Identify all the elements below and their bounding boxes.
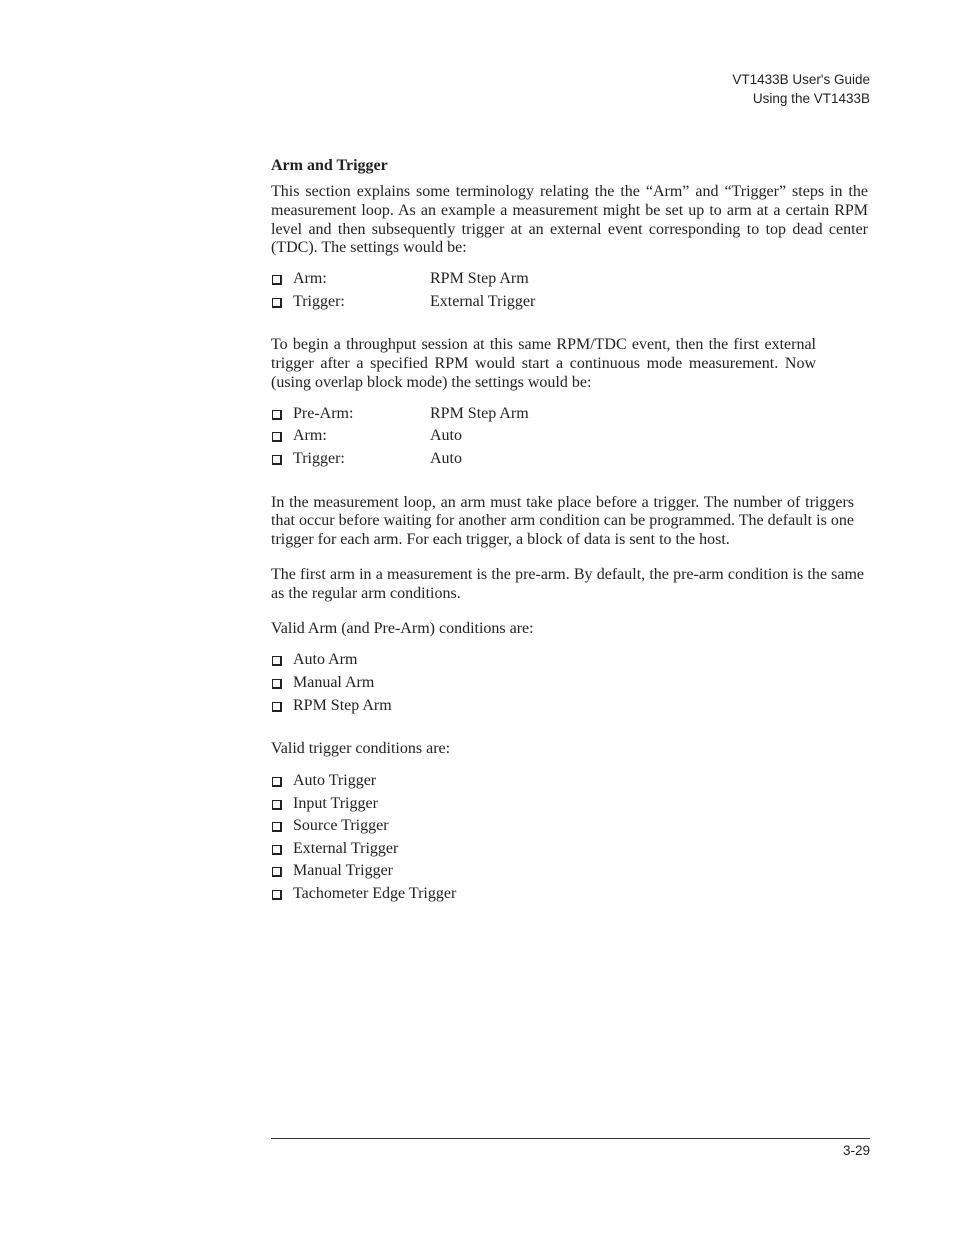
checkbox-bullet-icon xyxy=(272,845,282,855)
trigger-condition: Auto Trigger xyxy=(293,771,377,789)
list-item xyxy=(271,649,868,672)
footer-divider xyxy=(271,1138,870,1139)
setting-value: External Trigger xyxy=(430,292,536,310)
checkbox-bullet-icon xyxy=(272,679,282,689)
section-heading: Arm and Trigger xyxy=(271,157,388,174)
list-item xyxy=(271,770,868,793)
trigger-conditions-list xyxy=(271,770,868,906)
list-item xyxy=(271,793,868,816)
settings-list-1 xyxy=(271,268,868,313)
arm-condition: Manual Arm xyxy=(293,673,375,691)
pre-arm-paragraph: The first arm in a measurement is the pre-arm. By default, the pre-arm condition is the same as the regular arm conditions. xyxy=(271,565,864,602)
list-item xyxy=(271,425,868,448)
trigger-conditions-intro: Valid trigger conditions are: xyxy=(271,740,451,758)
checkbox-bullet-icon xyxy=(272,455,282,465)
checkbox-bullet-icon xyxy=(272,275,282,285)
checkbox-bullet-icon xyxy=(272,867,282,877)
checkbox-bullet-icon xyxy=(272,298,282,308)
setting-value: RPM Step Arm xyxy=(430,270,529,288)
checkbox-bullet-icon xyxy=(272,432,282,442)
intro-paragraph: This section explains some terminology relating the the “Arm” and “Trigger” steps in the measurement loop. As an example a measurement might be set up to arm at a certain RPM level and then subsequently trigger at an external event corresponding to top dead center (TDC). The settings would be: xyxy=(271,183,868,257)
trigger-condition: Tachometer Edge Trigger xyxy=(293,884,457,902)
setting-label: Trigger: xyxy=(293,292,345,310)
running-header xyxy=(732,70,870,108)
list-item xyxy=(271,815,868,838)
arm-conditions-list xyxy=(271,649,868,717)
list-item xyxy=(271,838,868,861)
checkbox-bullet-icon xyxy=(272,800,282,810)
list-item xyxy=(271,403,868,426)
checkbox-bullet-icon xyxy=(272,656,282,666)
trigger-condition: External Trigger xyxy=(293,839,399,857)
list-item xyxy=(271,883,868,906)
main-content xyxy=(271,156,868,905)
checkbox-bullet-icon xyxy=(272,702,282,712)
list-item xyxy=(271,448,868,471)
settings-list-2 xyxy=(271,403,868,471)
list-item xyxy=(271,860,868,883)
trigger-condition: Manual Trigger xyxy=(293,862,393,880)
throughput-paragraph: To begin a throughput session at this same RPM/TDC event, then the first external trigger after a specified RPM would start a continuous mode measurement. Now (using overlap block mode) the settings would be: xyxy=(271,336,816,391)
list-item xyxy=(271,291,868,314)
checkbox-bullet-icon xyxy=(272,410,282,420)
arm-condition: Auto Arm xyxy=(293,651,358,669)
setting-value: Auto xyxy=(430,427,462,445)
setting-label: Arm: xyxy=(293,427,327,445)
arm-conditions-intro: Valid Arm (and Pre-Arm) conditions are: xyxy=(271,619,534,637)
measurement-loop-paragraph: In the measurement loop, an arm must take place before a trigger. The number of triggers that occur before waiting for another arm condition can be programmed. The default is one trigger for each arm. For each trigger, a block of data is sent to the host. xyxy=(271,493,854,549)
setting-label: Trigger: xyxy=(293,449,345,467)
page-number: 3-29 xyxy=(842,1143,870,1158)
list-item xyxy=(271,695,868,718)
setting-value: RPM Step Arm xyxy=(430,404,529,422)
setting-label: Arm: xyxy=(293,270,327,288)
setting-label: Pre-Arm: xyxy=(293,404,354,422)
header-guide-title: VT1433B User's Guide xyxy=(732,72,870,87)
trigger-condition: Input Trigger xyxy=(293,794,378,812)
checkbox-bullet-icon xyxy=(272,822,282,832)
list-item xyxy=(271,268,868,291)
checkbox-bullet-icon xyxy=(272,890,282,900)
setting-value: Auto xyxy=(430,449,462,467)
header-chapter-title: Using the VT1433B xyxy=(752,91,870,106)
arm-condition: RPM Step Arm xyxy=(293,696,392,714)
list-item xyxy=(271,672,868,695)
checkbox-bullet-icon xyxy=(272,777,282,787)
trigger-condition: Source Trigger xyxy=(293,817,389,835)
